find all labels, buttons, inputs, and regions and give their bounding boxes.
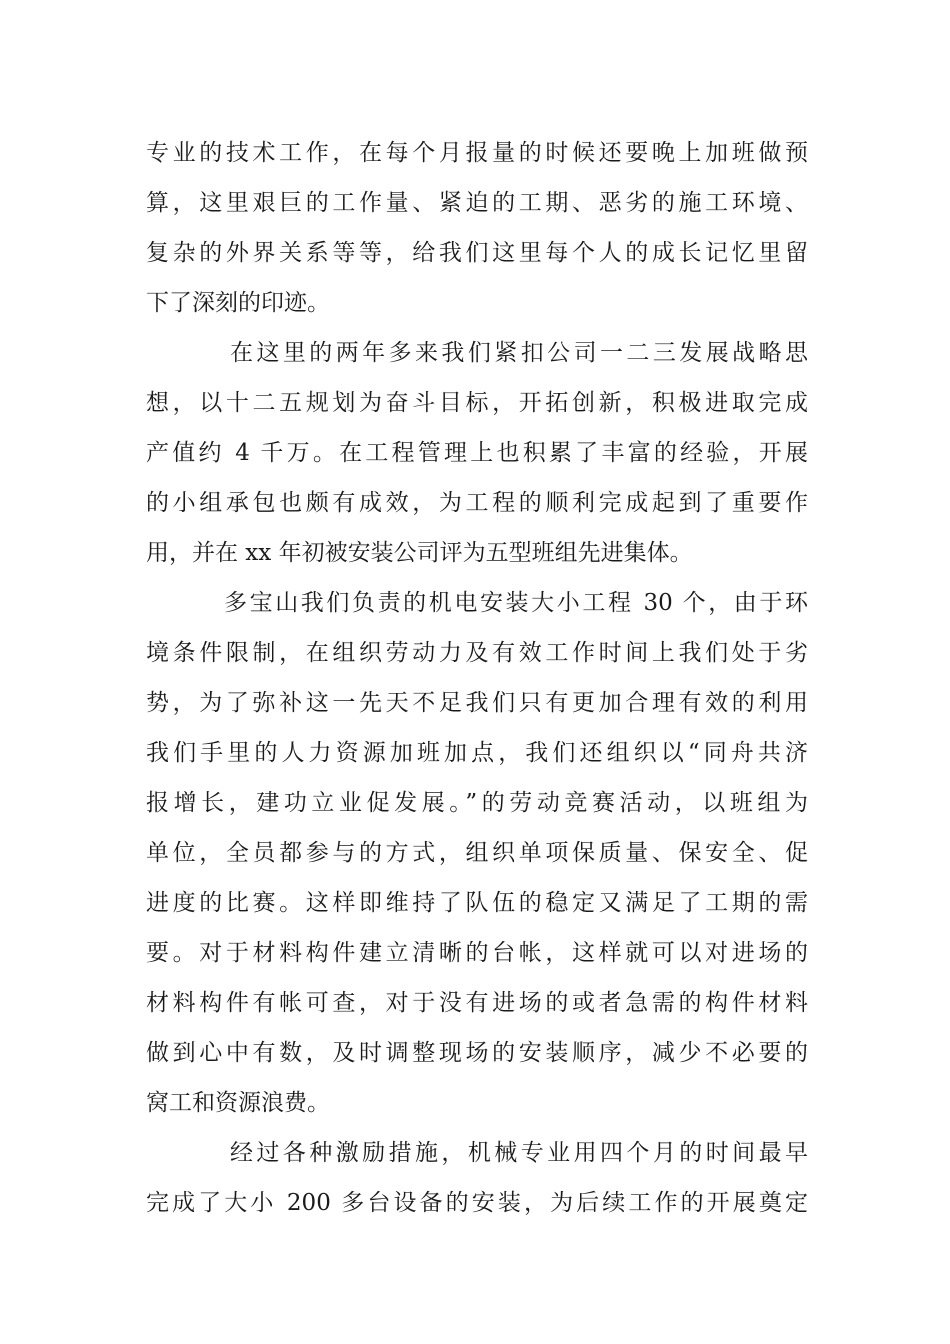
text-line: 下了深刻的印迹。 xyxy=(146,290,330,316)
text-line: 势，为了弥补这一先天不足我们只有更加合理有效的利用 xyxy=(146,690,808,716)
text-line: 做到心中有数，及时调整现场的安装顺序，减少不必要的 xyxy=(146,1040,808,1066)
text-line: 经过各种激励措施，机械专业用四个月的时间最早 xyxy=(230,1140,808,1166)
text-line: 算，这里艰巨的工作量、紧迫的工期、恶劣的施工环境、 xyxy=(146,190,808,216)
text-line: 单位，全员都参与的方式，组织单项保质量、保安全、促 xyxy=(146,840,808,866)
paragraph xyxy=(146,1128,808,1228)
text-line: 专业的技术工作，在每个月报量的时候还要晚上加班做预 xyxy=(146,140,808,166)
text-line: 想，以十二五规划为奋斗目标，开拓创新，积极进取完成 xyxy=(146,390,808,416)
text-line: 境条件限制，在组织劳动力及有效工作时间上我们处于劣 xyxy=(146,640,808,666)
text-line: 完成了大小 200 多台设备的安装，为后续工作的开展奠定 xyxy=(146,1190,808,1216)
text-line: 的小组承包也颇有成效，为工程的顺利完成起到了重要作 xyxy=(146,490,808,516)
text-line: 进度的比赛。这样即维持了队伍的稳定又满足了工期的需 xyxy=(146,890,808,916)
text-line: 材料构件有帐可查，对于没有进场的或者急需的构件材料 xyxy=(146,990,808,1016)
paragraph xyxy=(146,328,808,578)
paragraph xyxy=(146,128,808,328)
text-line: 复杂的外界关系等等，给我们这里每个人的成长记忆里留 xyxy=(146,240,808,266)
text-line: 要。对于材料构件建立清晰的台帐，这样就可以对进场的 xyxy=(146,940,808,966)
paragraph xyxy=(146,578,808,1128)
text-line: 窝工和资源浪费。 xyxy=(146,1090,330,1116)
text-line: 在这里的两年多来我们紧扣公司一二三发展战略思 xyxy=(230,340,808,366)
text-line: 产值约 4 千万。在工程管理上也积累了丰富的经验，开展 xyxy=(146,440,808,466)
text-line: 报增长，建功立业促发展。”的劳动竞赛活动，以班组为 xyxy=(146,790,808,816)
text-line: 我们手里的人力资源加班加点，我们还组织以“同舟共济 xyxy=(146,740,808,766)
text-line: 多宝山我们负责的机电安装大小工程 30 个，由于环 xyxy=(224,590,808,616)
text-line: 用，并在 xx 年初被安装公司评为五型班组先进集体。 xyxy=(146,540,693,566)
document-page xyxy=(146,128,808,1228)
